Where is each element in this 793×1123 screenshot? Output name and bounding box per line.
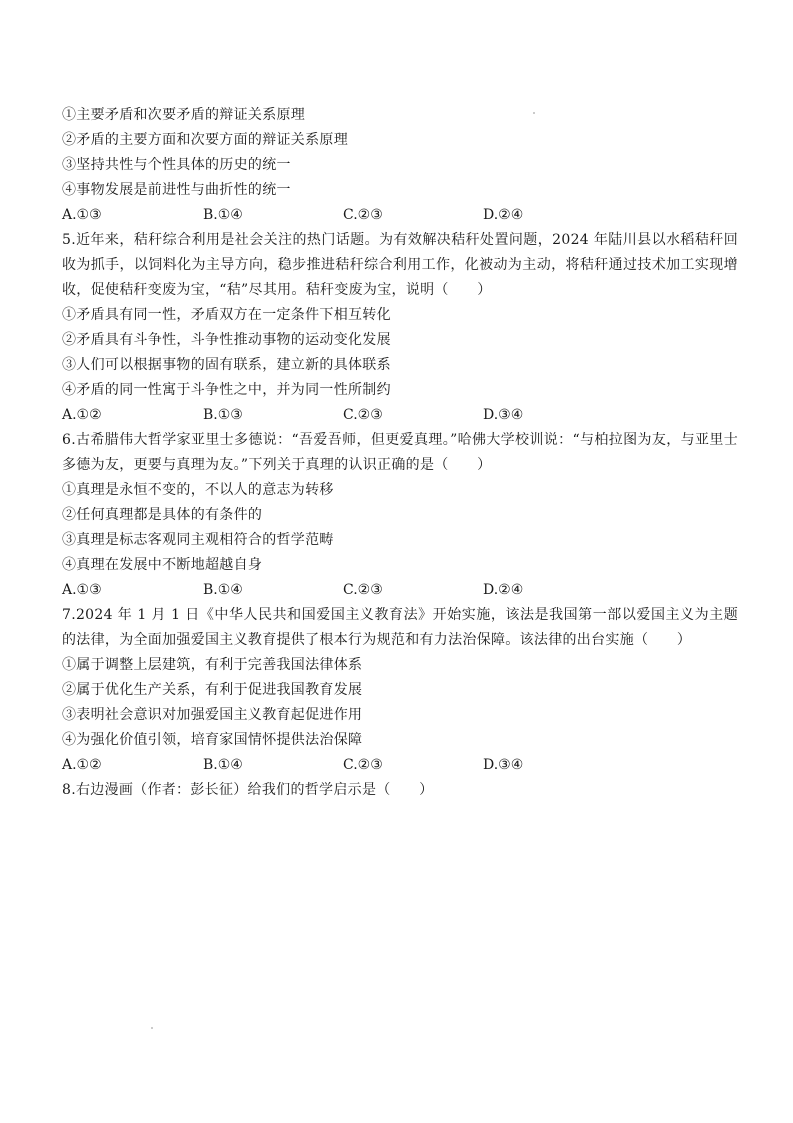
question-stem: 5.近年来，秸秆综合利用是社会关注的热门话题。为有效解决秸秆处置问题，2024 年陆川县以水稻秸秆回收为抓手，以饲料化为主导方向，稳步推进秸秆综合利用工作，化被动为主动，将秸秆通过技术加工实现增收，促使秸秆变废为宝，“秸”尽其用。秸秆变废为宝，说明（ ） [62,232,738,298]
scan-speck [151,1027,153,1029]
question-content [62,103,738,803]
statement-item: ①矛盾具有同一性，矛盾双方在一定条件下相互转化 [62,307,391,323]
option-c: C.②③ [343,207,383,223]
question-stem: 7.2024 年 1 月 1 日《中华人民共和国爱国主义教育法》开始实施，该法是我国第一部以爱国主义为主题的法律，为全面加强爱国主义教育提供了根本行为规范和有力法治保障。该法律的出台实施（ ） [62,607,738,648]
statement-item: ③人们可以根据事物的固有联系，建立新的具体联系 [62,357,391,373]
option-d: D.③④ [483,407,524,423]
statement-item: ②任何真理都是具体的有条件的 [62,507,263,523]
question-stem: 8.右边漫画（作者：彭长征）给我们的哲学启示是（ ） [62,782,434,798]
statement-item: ①真理是永恒不变的，不以人的意志为转移 [62,482,334,498]
question-5 [62,228,738,428]
answer-options [62,203,738,228]
option-d: D.②④ [483,207,524,223]
question-4 [62,103,738,228]
option-b: B.①④ [203,757,243,773]
option-a: A.①③ [62,207,102,223]
option-b: B.①④ [203,207,243,223]
option-a: A.①② [62,407,102,423]
question-8 [62,778,738,803]
statement-item: ②矛盾具有斗争性，斗争性推动事物的运动变化发展 [62,332,391,348]
option-a: A.①③ [62,582,102,598]
option-c: C.②③ [343,582,383,598]
option-d: D.②④ [483,582,524,598]
question-7 [62,603,738,778]
statement-item: ③坚持共性与个性具体的历史的统一 [62,157,291,173]
option-c: C.②③ [343,757,383,773]
question-6 [62,428,738,603]
statement-item: ④事物发展是前进性与曲折性的统一 [62,182,291,198]
option-b: B.①④ [203,582,243,598]
answer-options [62,403,738,428]
option-d: D.③④ [483,757,524,773]
answer-options [62,753,738,778]
statement-item: ④真理在发展中不断地超越自身 [62,557,263,573]
option-b: B.①③ [203,407,243,423]
statement-item: ①属于调整上层建筑，有利于完善我国法律体系 [62,657,363,673]
statement-item: ①主要矛盾和次要矛盾的辩证关系原理 [62,107,306,123]
statement-item: ④为强化价值引领，培育家国情怀提供法治保障 [62,732,363,748]
statement-item: ③真理是标志客观同主观相符合的哲学范畴 [62,532,334,548]
answer-options [62,578,738,603]
option-c: C.②③ [343,407,383,423]
question-stem: 6.古希腊伟大哲学家亚里士多德说：“吾爱吾师，但更爱真理。”哈佛大学校训说：“与柏拉图为友，与亚里士多德为友，更要与真理为友。”下列关于真理的认识正确的是（ ） [62,432,738,473]
option-a: A.①② [62,757,102,773]
statement-item: ③表明社会意识对加强爱国主义教育起促进作用 [62,707,363,723]
statement-item: ④矛盾的同一性寓于斗争性之中，并为同一性所制约 [62,382,391,398]
statement-item: ②属于优化生产关系，有利于促进我国教育发展 [62,682,363,698]
statement-item: ②矛盾的主要方面和次要方面的辩证关系原理 [62,132,348,148]
